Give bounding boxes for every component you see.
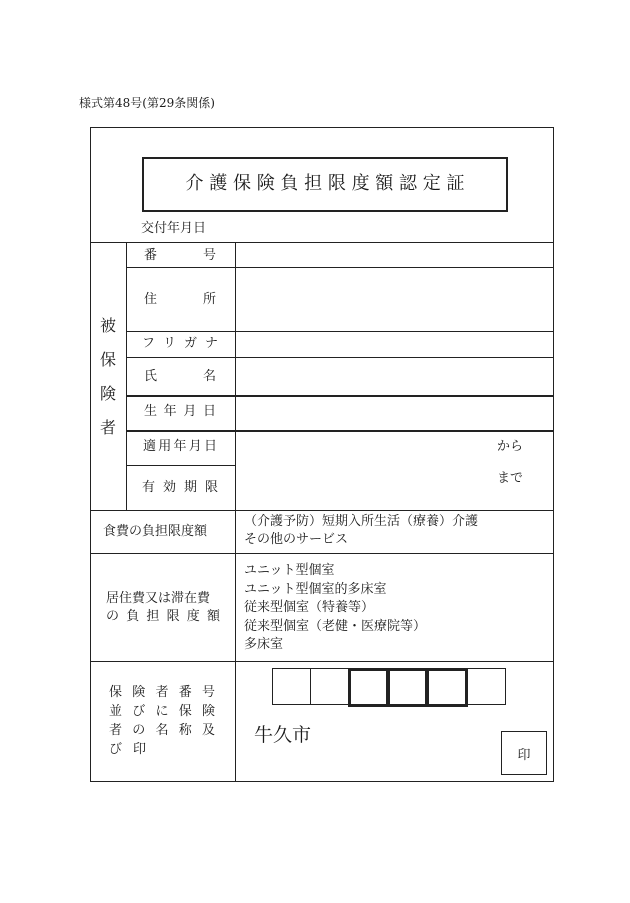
label-char: 期 — [183, 480, 197, 495]
room-type: ユニット型個室 — [244, 563, 335, 578]
insurer-name: 牛久市 — [254, 724, 312, 746]
label-char: 番 — [178, 685, 192, 700]
label-char: 限 — [166, 609, 180, 624]
divider — [126, 395, 554, 397]
room-type: ユニット型個室的多床室 — [244, 582, 387, 597]
insurer-label-line — [109, 724, 215, 737]
label-char: の — [132, 723, 146, 738]
divider — [126, 430, 554, 432]
number-label — [144, 249, 216, 262]
label-char: 生 — [144, 404, 158, 419]
divider — [90, 553, 554, 554]
insured-label-char: 険 — [100, 384, 117, 403]
apply-date-label — [143, 440, 217, 453]
label-char: 称 — [178, 723, 192, 738]
birthdate-label — [144, 405, 216, 418]
label-char: 印 — [133, 742, 147, 757]
label-char: 名 — [155, 723, 169, 738]
divider — [126, 242, 127, 510]
label-char: 番 — [144, 248, 158, 263]
label-char: 者 — [109, 723, 123, 738]
food-line: その他のサービス — [244, 532, 349, 547]
label-char: 限 — [204, 480, 218, 495]
label-char: 保 — [109, 685, 123, 700]
label-char: 並 — [109, 704, 123, 719]
label-char: 号 — [202, 248, 216, 263]
insured-label-char: 被 — [100, 316, 117, 335]
label-char: 度 — [186, 609, 200, 624]
room-type: 従来型個室（老健・医療院等） — [244, 619, 427, 634]
label-char: 担 — [146, 609, 160, 624]
label-char: 保 — [178, 704, 192, 719]
label-char: フ — [142, 336, 156, 351]
room-type: 従来型個室（特養等） — [244, 600, 375, 615]
label-char: 名 — [202, 369, 216, 384]
name-label — [144, 370, 216, 383]
label-char: に — [155, 704, 169, 719]
divider — [235, 242, 236, 782]
label-char: 負 — [126, 609, 140, 624]
label-char: 年 — [163, 404, 177, 419]
label-char: び — [109, 742, 123, 757]
from-text: から — [497, 439, 524, 454]
validity-label — [142, 481, 218, 494]
label-char: 効 — [162, 480, 176, 495]
seal-label: 印 — [517, 748, 531, 763]
address-label — [144, 293, 216, 306]
label-char: 日 — [202, 404, 216, 419]
insurer-number-digit[interactable] — [272, 668, 311, 705]
label-char: 月 — [183, 404, 197, 419]
divider — [90, 661, 554, 662]
insurer-label-line — [109, 705, 215, 718]
insurer-number-digit[interactable] — [310, 668, 349, 705]
label-char: 月 — [188, 439, 202, 454]
divider — [126, 267, 554, 268]
label-char: 有 — [142, 480, 156, 495]
label-char: リ — [162, 336, 176, 351]
label-char: び — [132, 704, 146, 719]
divider — [90, 242, 554, 243]
label-char: 険 — [201, 704, 215, 719]
insurer-number-digit[interactable] — [426, 668, 468, 707]
furigana-label — [142, 337, 218, 350]
insurer-label-line — [109, 743, 146, 756]
insured-label-char: 者 — [100, 418, 117, 437]
until-text: まで — [497, 471, 524, 486]
divider — [126, 331, 554, 332]
residence-label-line2 — [106, 610, 220, 623]
label-char: 者 — [155, 685, 169, 700]
label-char: の — [106, 609, 120, 624]
label-char: 号 — [201, 685, 215, 700]
insured-label-char: 保 — [100, 350, 117, 369]
room-type: 多床室 — [244, 637, 284, 652]
label-char: 所 — [202, 292, 216, 307]
insurer-number-digit[interactable] — [348, 668, 389, 707]
divider — [126, 465, 235, 466]
divider — [90, 510, 554, 511]
form-reference: 様式第48号(第29条関係) — [79, 96, 215, 110]
label-char: 住 — [144, 292, 158, 307]
certificate-title: 介 護 保 険 負 担 限 度 額 認 定 証 — [185, 173, 465, 194]
label-char: 及 — [201, 723, 215, 738]
label-char: 日 — [203, 439, 217, 454]
food-label: 食費の負担限度額 — [103, 524, 208, 539]
label-char: 氏 — [144, 369, 158, 384]
residence-label-line1: 居住費又は滞在費 — [106, 591, 211, 606]
label-char: 年 — [173, 439, 187, 454]
label-char: ナ — [204, 336, 218, 351]
issue-date-label: 交付年月日 — [141, 221, 207, 236]
divider — [126, 357, 554, 358]
food-line: （介護予防）短期入所生活（療養）介護 — [244, 514, 479, 529]
insurer-number-digit[interactable] — [387, 668, 428, 707]
insurer-label-line — [109, 686, 215, 699]
label-char: 用 — [158, 439, 172, 454]
label-char: 険 — [132, 685, 146, 700]
label-char: ガ — [183, 336, 197, 351]
insurer-number-digit[interactable] — [466, 668, 506, 705]
label-char: 適 — [143, 439, 157, 454]
label-char: 額 — [206, 609, 220, 624]
